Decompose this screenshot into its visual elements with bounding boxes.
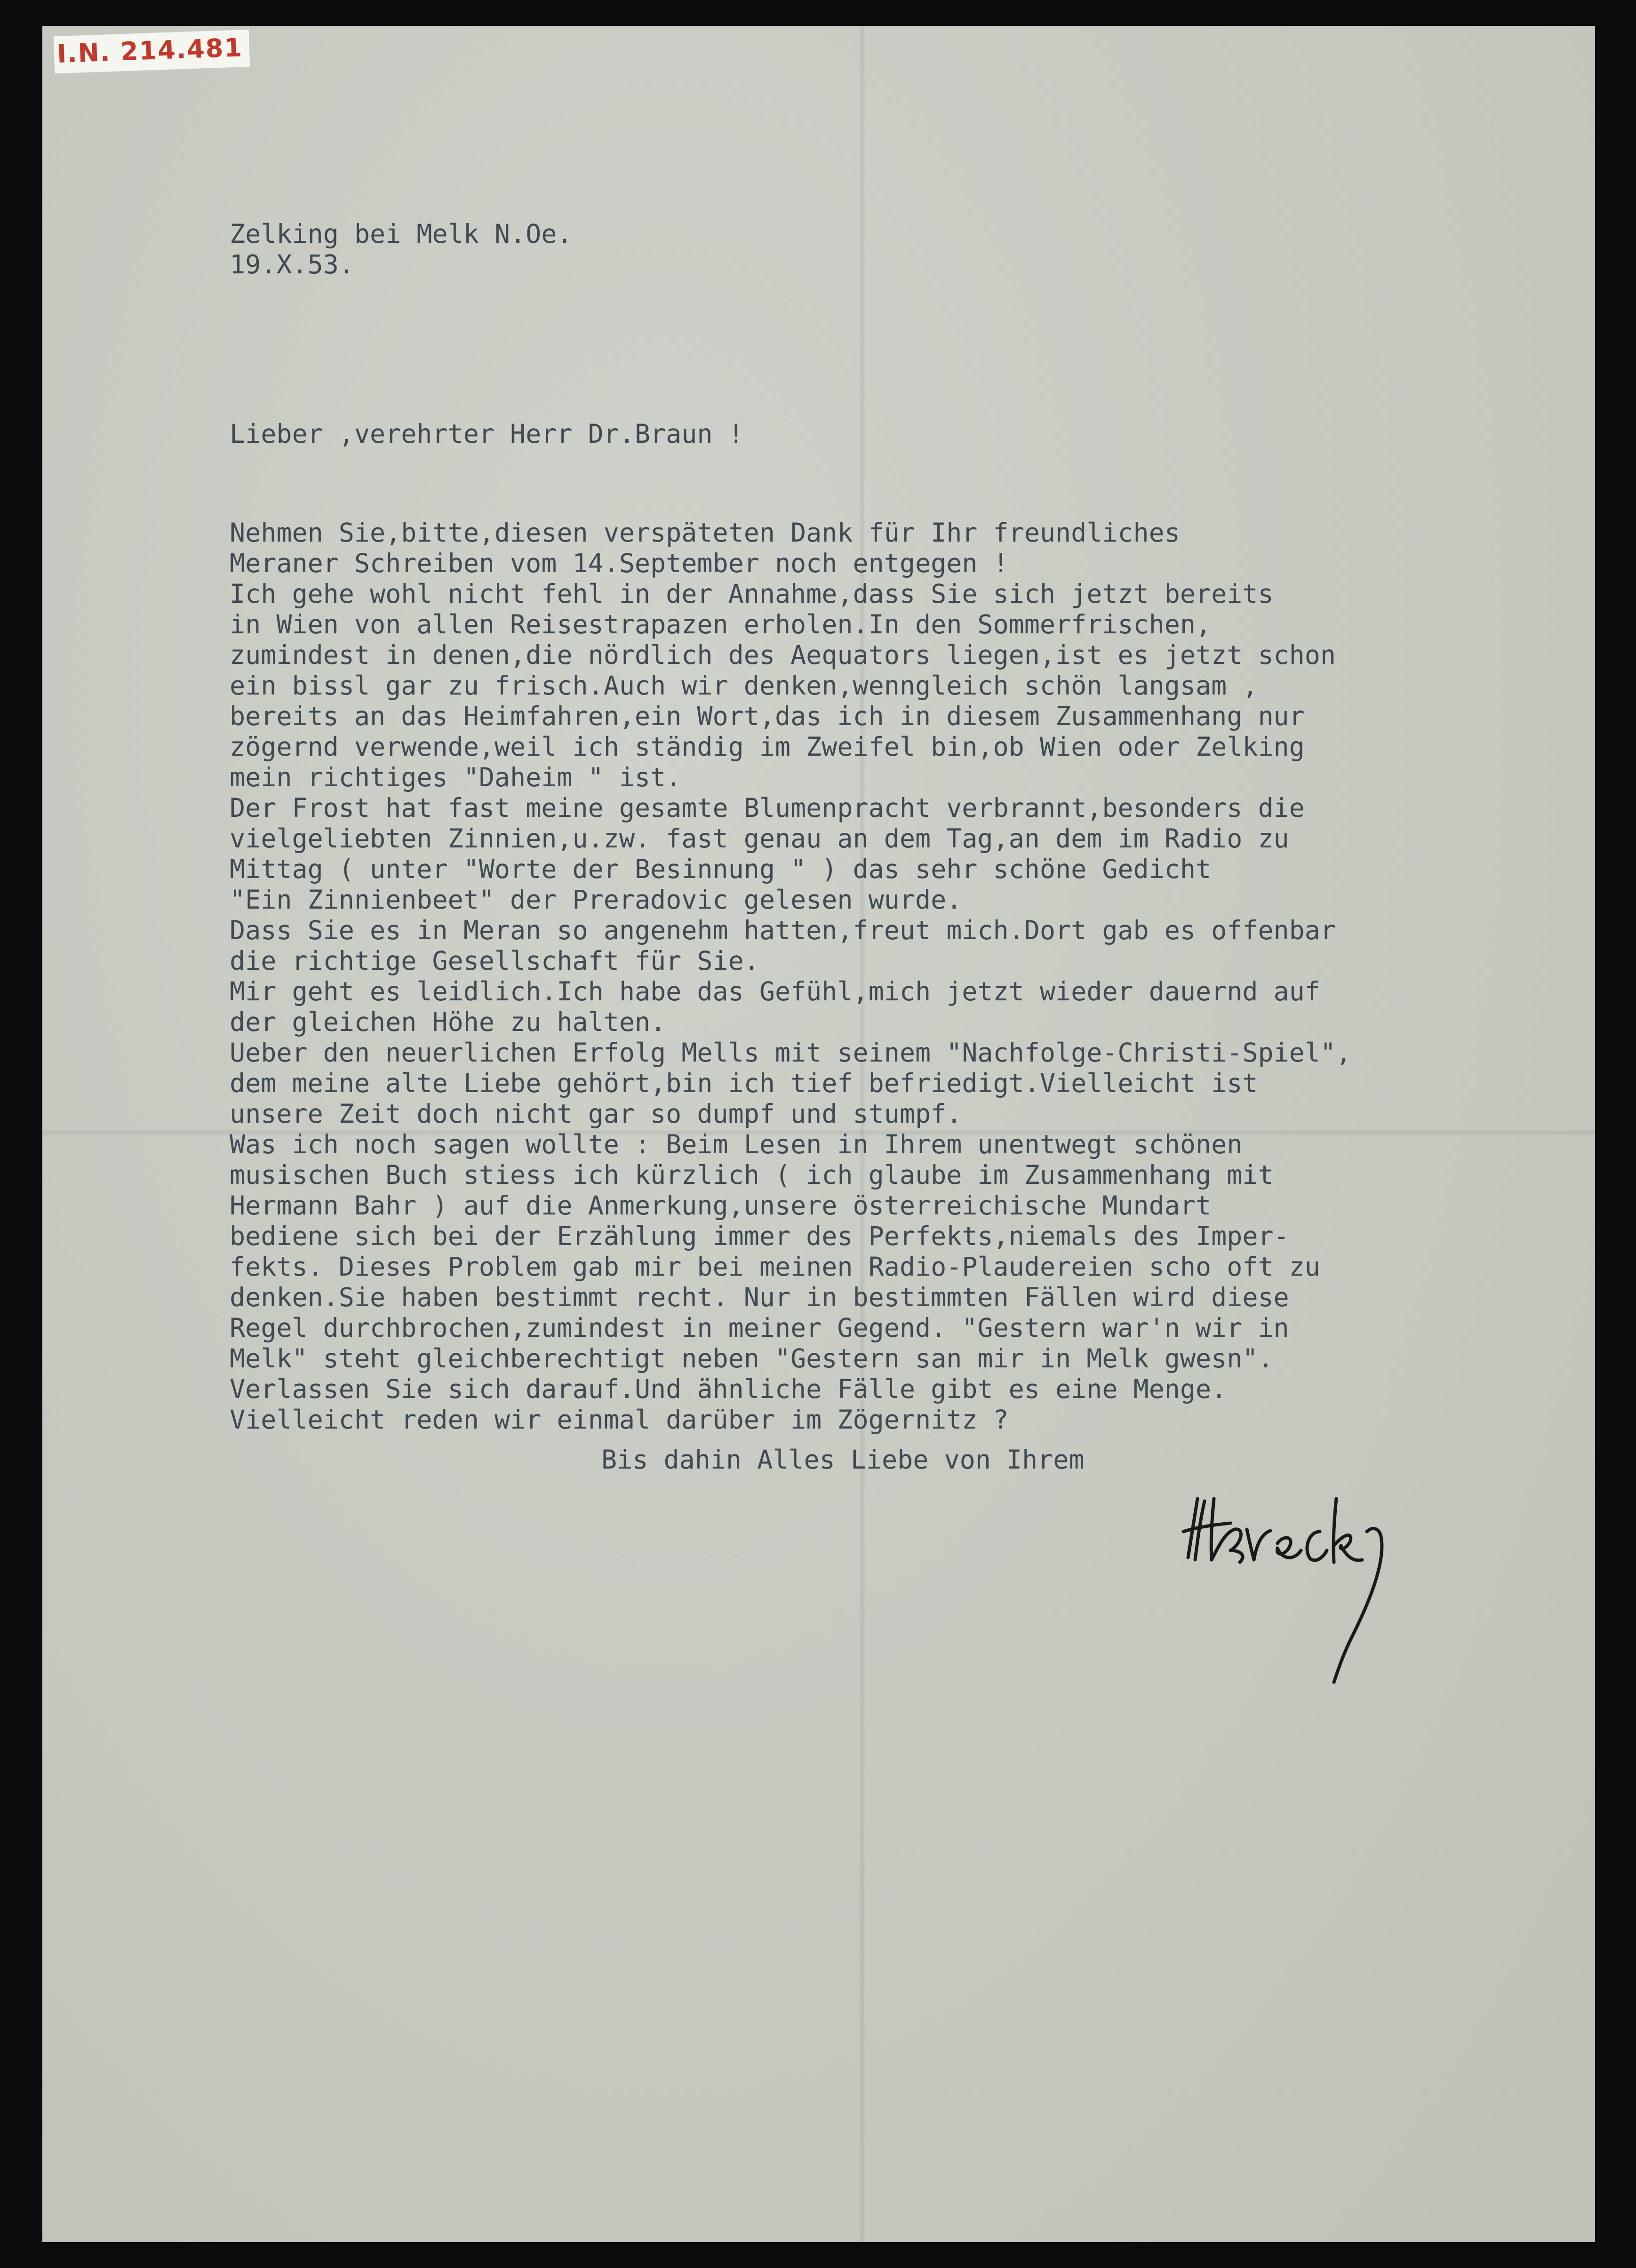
letter-closing: Bis dahin Alles Liebe von Ihrem [601,1445,1085,1475]
letter-salutation: Lieber ,verehrter Herr Dr.Braun ! [230,419,744,449]
letter-sheet [42,26,1595,2242]
letter-place: Zelking bei Melk N.Oe. [230,219,573,249]
archive-inventory-number: I.N. 214.481 [54,30,250,73]
letter-place-date [230,219,572,280]
handwritten-signature [1165,1480,1409,1696]
letter-date: 19.X.53. [230,249,354,280]
letter-body: Nehmen Sie,bitte,diesen verspäteten Dank für Ihr freundliches Meraner Schreiben vom 14.September noch entgegen ! Ich gehe wohl nicht fehl in der Annahme,dass Sie sich jetzt bereits in Wien von allen Reisestrapazen erholen.In den Sommerfrischen, zumindest in denen,die nördlich des Aequators liegen,ist es jetzt schon ein bissl gar zu frisch.Auch wir denken,wenngleich schön langsam , bereits an das Heimfahren,ein Wort,das ich in diesem Zusammenhang nur zögernd verwende,weil ich ständig im Zweifel bin,ob Wien oder Zelking mein richtiges "Daheim " ist. Der Frost hat fast meine gesamte Blumenpracht verbrannt,besonders die vielgeliebten Zinnien,u.zw. fast genau an dem Tag,an dem im Radio zu Mittag ( unter "Worte der Besinnung " ) das sehr schöne Gedicht "Ein Zinnienbeet" der Preradovic gelesen wurde. Dass Sie es in Meran so angenehm hatten,freut mich.Dort gab es offenbar die richtige Gesellschaft für Sie. Mir geht es leidlich.Ich habe das Gefühl,mich jetzt wieder dauernd auf der gleichen Höhe zu halten. Ueber den neuerlichen Erfolg Mells mit seinem "Nachfolge-Christi-Spiel", dem meine alte Liebe gehört,bin ich tief befriedigt.Vielleicht ist unsere Zeit doch nicht gar so dumpf und stumpf. Was ich noch sagen wollte : Beim Lesen in Ihrem unentwegt schönen musischen Buch stiess ich kürzlich ( ich glaube im Zusammenhang mit Hermann Bahr ) auf die Anmerkung,unsere österreichische Mundart bediene sich bei der Erzählung immer des Perfekts,niemals des Imper- fekts. Dieses Problem gab mir bei meinen Radio-Plaudereien scho oft zu denken.Sie haben bestimmt recht. Nur in bestimmten Fällen wird diese Regel durchbrochen,zumindest in meiner Gegend. "Gestern war'n wir in Melk" steht gleichberechtigt neben "Gestern san mir in Melk gwesn". Verlassen Sie sich darauf.Und ähnliche Fälle gibt es eine Menge. Vielleicht reden wir einmal darüber im Zögernitz ? [230,518,1352,1435]
